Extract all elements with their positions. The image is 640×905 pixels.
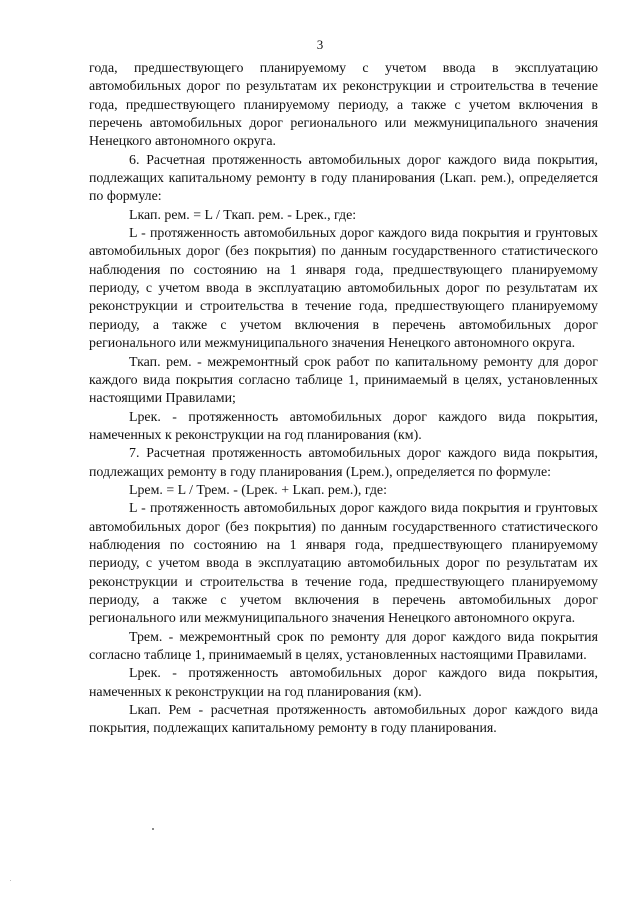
definition-l-second: L - протяженность автомобильных дорог каждого вида покрытия и грунтовых автомобильных дорог (без покрытия) по данным государственного статистического наблюдения по состоянию на 1 января года, предшествующего планируемому периоду, с учетом ввода в эксплуатацию автомобильных дорог по результатам их реконструкции и строительства в течение года, предшествующего планируемому периоду, а также с учетом включения в перечень автомобильных дорог регионального или межмуниципального значения Ненецкого автономного округа. [89,501,598,627]
definition-t-repair: Трем. - межремонтный срок по ремонту для дорог каждого вида покрытия согласно таблице 1, принимаемый в целях, установленных настоящими Правилами. [89,629,598,663]
scan-speck [10,880,11,881]
paragraph-clause-7: 7. Расчетная протяженность автомобильных дорог каждого вида покрытия, подлежащих ремонту в году планирования (Lрем.), определяется по формуле: [89,446,598,480]
formula-repair: Lрем. = L / Трем. - (Lрек. + Lкап. рем.), где: [129,482,387,498]
definition-l-reconstruction: Lрек. - протяженность автомобильных дорог каждого вида покрытия, намеченных к реконструкции на год планирования (км). [89,409,598,443]
paragraph-clause-6: 6. Расчетная протяженность автомобильных дорог каждого вида покрытия, подлежащих капитальному ремонту в году планирования (Lкап. рем.), определяется по формуле: [89,152,598,205]
document-body [89,60,598,739]
definition-l-reconstruction-second: Lрек. - протяженность автомобильных дорог каждого вида покрытия, намеченных к реконструкции на год планирования (км). [89,666,598,700]
scan-speck [152,828,154,830]
definition-l: L - протяженность автомобильных дорог каждого вида покрытия и грунтовых автомобильных дорог (без покрытия) по данным государственного статистического наблюдения по состоянию на 1 января года, предшествующего планируемому периоду, с учетом ввода в эксплуатацию автомобильных дорог по результатам их реконструкции и строительства в течение года, предшествующего планируемому периоду, а также с учетом включения в перечень автомобильных дорог регионального или межмуниципального значения Ненецкого автономного округа. [89,226,598,352]
definition-t-capital-repair: Ткап. рем. - межремонтный срок работ по капитальному ремонту для дорог каждого вида покрытия согласно таблице 1, принимаемый в целях, установленных настоящими Правилами; [89,354,598,407]
page-number: 3 [316,37,324,52]
formula-capital-repair: Lкап. рем. = L / Ткап. рем. - Lрек., где: [129,207,357,223]
paragraph-continuation: года, предшествующего планируемому с учетом ввода в эксплуатацию автомобильных дорог по результатам их реконструкции и строительства в течение года, предшествующего планируемому периоду, а также с учетом включения в перечень автомобильных дорог регионального или межмуниципального значения Ненецкого автономного округа. [89,61,598,150]
definition-l-capital-repair: Lкап. Рем - расчетная протяженность автомобильных дорог каждого вида покрытия, подлежащих капитальному ремонту в году планирования. [89,703,598,737]
